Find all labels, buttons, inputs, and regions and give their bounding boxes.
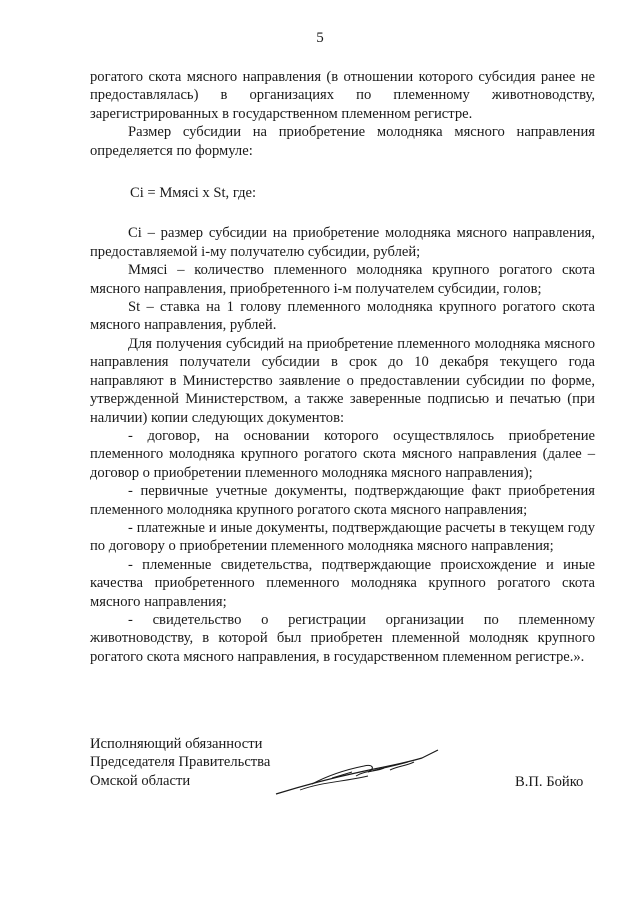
signatory-title (90, 735, 270, 790)
document-body (90, 68, 595, 666)
signer-name: В.П. Бойко (515, 774, 584, 790)
list-item: - племенные свидетельства, подтверждающие происхождение и иные качества приобретенного племенного молодняка крупного рогатого скота мясного направления; (90, 556, 595, 610)
signatory-title-line: Омской области (90, 772, 191, 789)
paragraph: Размер субсидии на приобретение молодняка мясного направления определяется по формуле: (90, 124, 595, 159)
definition: Ммясi – количество племенного молодняка крупного рогатого скота мясного направления, приобретенного i-м получателем субсидии, голов; (90, 262, 595, 297)
list-item: - договор, на основании которого осуществлялось приобретение племенного молодняка крупного рогатого скота мясного направления (далее – договор о приобретении племенного молодняка мясного направления); (90, 427, 595, 481)
definition: Ci – размер субсидии на приобретение молодняка мясного направления, предоставляемой i-му получателю субсидии, рублей; (90, 225, 595, 260)
paragraph: Для получения субсидий на приобретение племенного молодняка мясного направления получатели субсидии в срок до 10 декабря текущего года направляют в Министерство заявление о предоставлении субсидии по форме, утвержденной Министерством, а также заверенные подписью и печатью (при наличии) копии следующих документов: (90, 335, 595, 426)
signatory-title-line: Председателя Правительства (90, 754, 271, 771)
page-number: 5 (316, 30, 324, 46)
list-item: - платежные и иные документы, подтверждающие расчеты в текущем году по договору о приобретении племенного молодняка мясного направления; (90, 519, 595, 555)
definition: St – ставка на 1 голову племенного молодняка крупного рогатого скота мясного направления, рублей. (90, 299, 595, 334)
signatory-title-line: Исполняющий обязанности (90, 736, 263, 752)
list-item: - свидетельство о регистрации организации по племенному животноводству, в которой был приобретен племенной молодняк крупного рогатого скота мясного направления, в государственном племенном регистре.». (90, 611, 595, 665)
formula: Ci = Ммясi x St, где: (130, 185, 257, 202)
handwritten-signature (272, 742, 442, 800)
list-item: - первичные учетные документы, подтверждающие факт приобретения племенного молодняка крупного рогатого скота мясного направления; (90, 483, 595, 518)
paragraph: рогатого скота мясного направления (в отношении которого субсидия ранее не предоставлялась) в организациях по племенному животноводству, зарегистрированных в государственном племенном регистре. (90, 69, 595, 122)
